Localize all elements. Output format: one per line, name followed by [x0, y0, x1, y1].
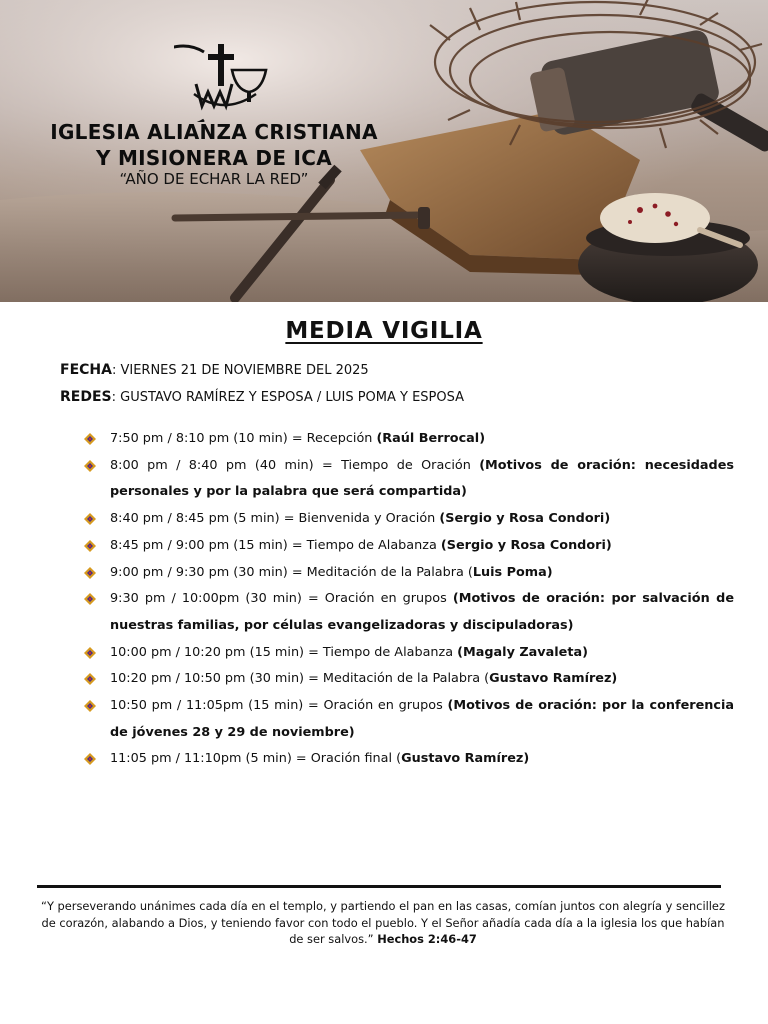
header-banner: [0, 0, 768, 302]
church-name-line2: Y MISIONERA DE ICA: [95, 146, 333, 170]
schedule-item: 11:05 pm / 11:10pm (5 min) = Oración final (Gustavo Ramírez): [84, 746, 734, 773]
church-motto: “AÑO DE ECHAR LA RED”: [119, 170, 309, 188]
diamond-arrow-bullet-icon: [84, 540, 96, 552]
verse-reference: Hechos 2:46-47: [377, 932, 477, 946]
schedule-item: 10:00 pm / 10:20 pm (15 min) = Tiempo de Alabanza (Magaly Zavaleta): [84, 640, 734, 667]
diamond-arrow-bullet-icon: [84, 753, 96, 765]
schedule-item: 8:40 pm / 8:45 pm (5 min) = Bienvenida y Oración (Sergio y Rosa Condori): [84, 506, 734, 533]
church-name-line1: IGLESIA ALIANZA CRISTIANA: [50, 120, 378, 144]
diamond-arrow-bullet-icon: [84, 513, 96, 525]
schedule-list: [84, 426, 734, 773]
church-logo-icon: [174, 42, 268, 122]
redes-value: : GUSTAVO RAMÍREZ Y ESPOSA / LUIS POMA Y ESPOSA: [111, 390, 465, 405]
bible-verse: [38, 898, 728, 948]
diamond-arrow-bullet-icon: [84, 647, 96, 659]
schedule-item: 8:45 pm / 9:00 pm (15 min) = Tiempo de Alabanza (Sergio y Rosa Condori): [84, 533, 734, 560]
schedule-item: 9:30 pm / 10:00pm (30 min) = Oración en grupos (Motivos de oración: por salvación de nuestras familias, por células evangelizadoras y discipuladoras): [84, 586, 734, 639]
fecha-value: : VIERNES 21 DE NOVIEMBRE DEL 2025: [111, 363, 369, 378]
fecha-label: FECHA: [60, 362, 112, 378]
diamond-arrow-bullet-icon: [84, 673, 96, 685]
redes-label: REDES: [60, 389, 112, 405]
diamond-arrow-bullet-icon: [84, 460, 96, 472]
schedule-item: 10:50 pm / 11:05pm (15 min) = Oración en grupos (Motivos de oración: por la conferencia de jóvenes 28 y 29 de noviembre): [84, 693, 734, 746]
schedule-item: 8:00 pm / 8:40 pm (40 min) = Tiempo de Oración (Motivos de oración: necesidades personales y por la palabra que será compartida): [84, 453, 734, 506]
page-title: MEDIA VIGILIA: [285, 318, 483, 344]
schedule-item: 7:50 pm / 8:10 pm (10 min) = Recepción (Raúl Berrocal): [84, 426, 734, 453]
footer-divider: [37, 885, 721, 888]
diamond-arrow-bullet-icon: [84, 593, 96, 605]
verse-text: “Y perseverando unánimes cada día en el templo, y partiendo el pan en las casas, comían juntos con alegría y sencillez de corazón, alabando a Dios, y teniendo favor con todo el pueblo. Y el Señor añadía cada día a la iglesia los que habían de ser salvos.”: [41, 899, 725, 946]
schedule-item: 10:20 pm / 10:50 pm (30 min) = Meditación de la Palabra (Gustavo Ramírez): [84, 666, 734, 693]
redes-line: [60, 389, 464, 405]
diamond-arrow-bullet-icon: [84, 433, 96, 445]
fecha-line: [60, 362, 369, 378]
diamond-arrow-bullet-icon: [84, 567, 96, 579]
diamond-arrow-bullet-icon: [84, 700, 96, 712]
schedule-item: 9:00 pm / 9:30 pm (30 min) = Meditación de la Palabra (Luis Poma): [84, 560, 734, 587]
